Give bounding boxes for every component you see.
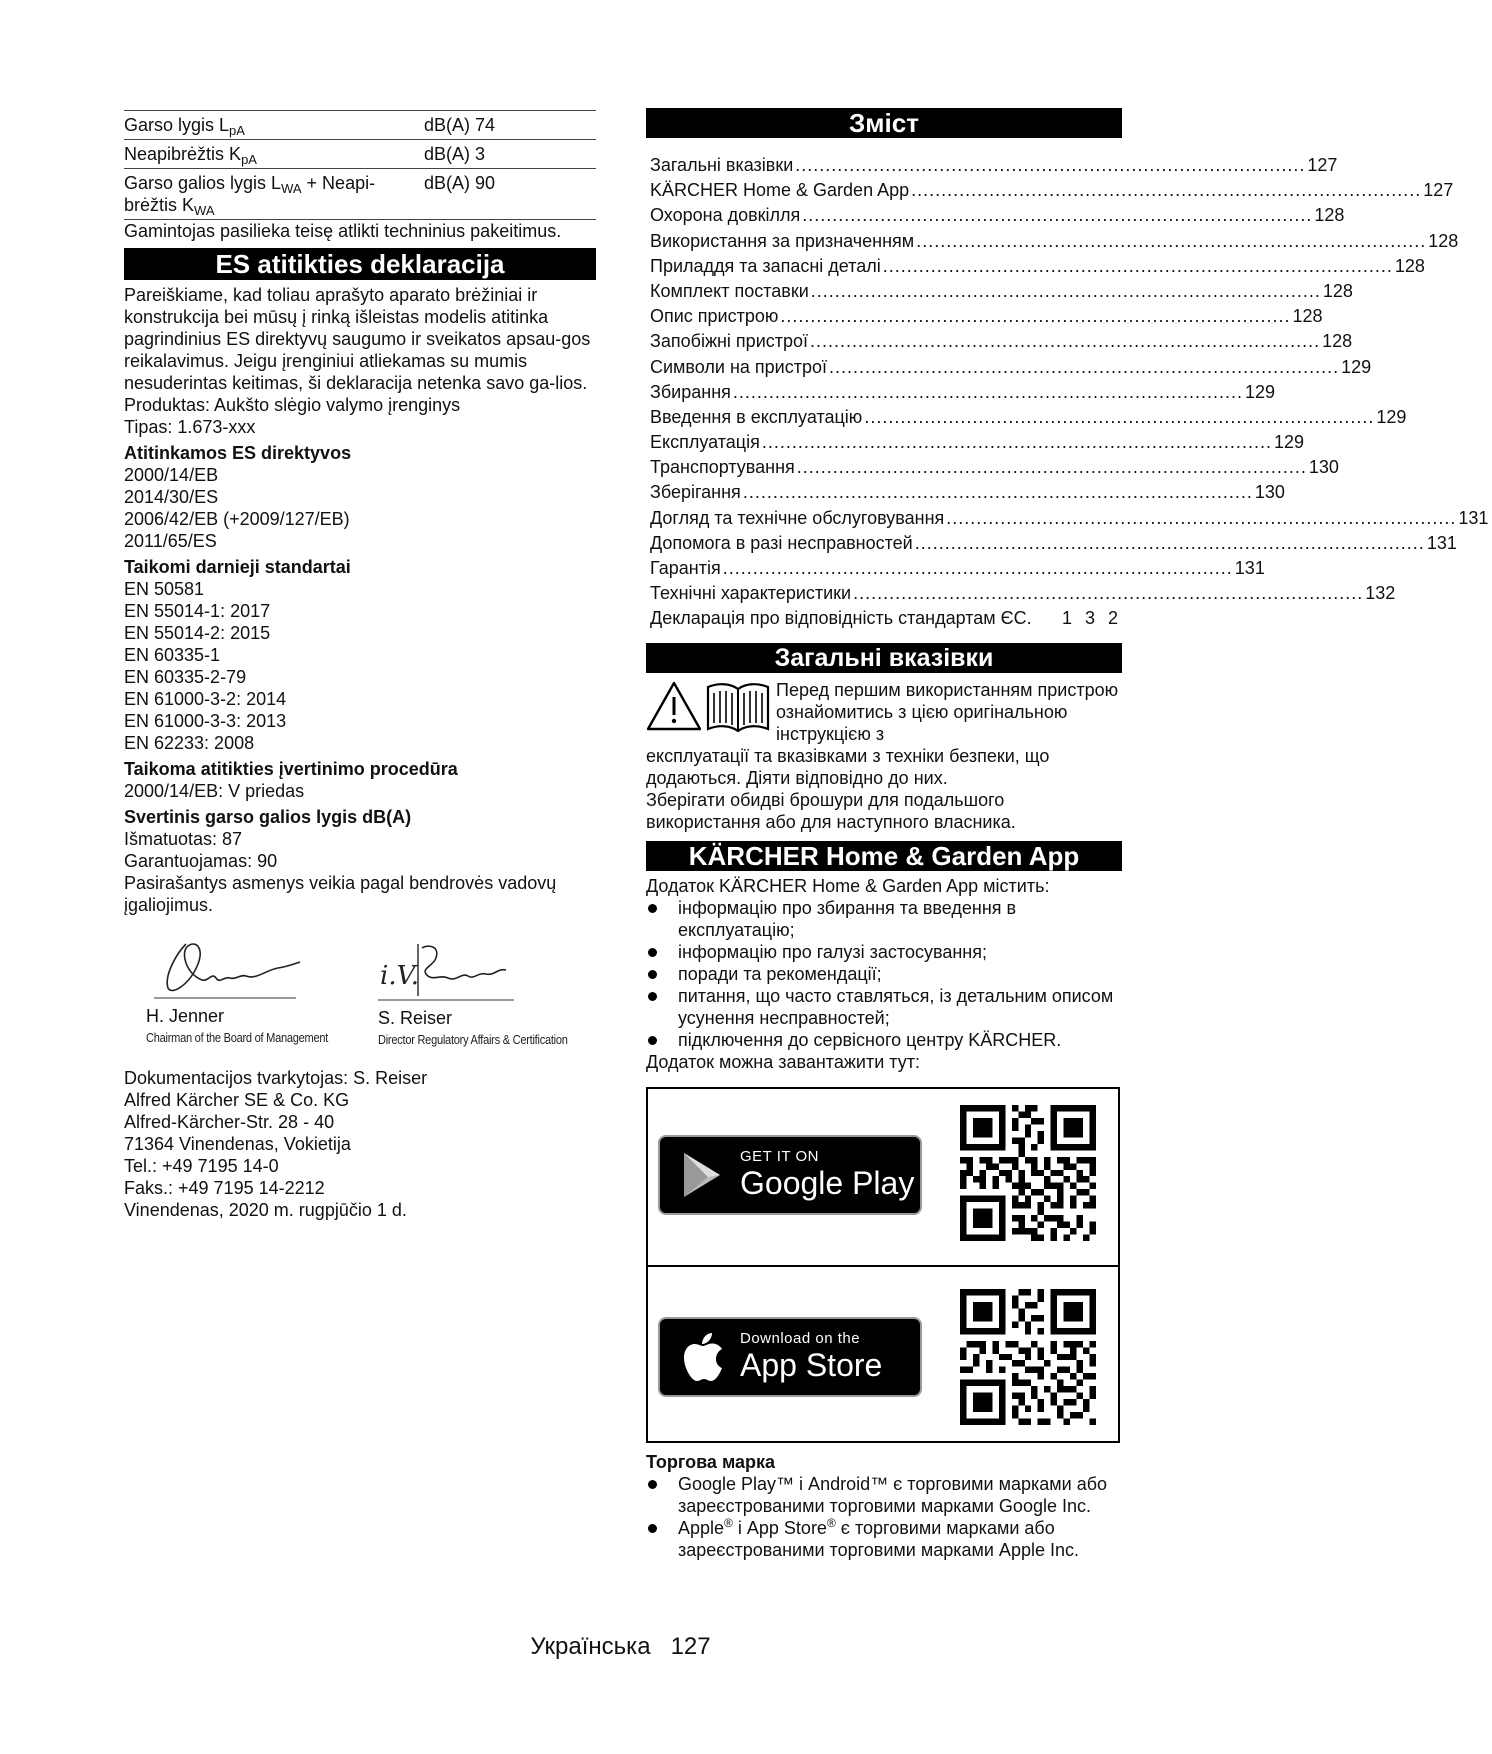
app-intro: Додаток KÄRCHER Home & Garden App містить: bbox=[646, 875, 1050, 896]
spec-label: Garso galios lygis $L_{WA}$ + Neapi-brėžtis $K_{WA}$ bbox=[124, 169, 424, 220]
toc-entry[interactable]: Введення в експлуатацію ..................................................................................... 129 bbox=[646, 406, 1122, 431]
trademark-heading: Торгова марка bbox=[646, 1451, 776, 1472]
google-play-icon bbox=[674, 1147, 730, 1203]
list-item: EN 55014-1: 2017 bbox=[124, 601, 271, 621]
toc-entry[interactable]: Догляд та технічне обслуговування ..................................................................................... 131 bbox=[646, 507, 1122, 532]
signer-role: Chairman of the Board of Management bbox=[146, 1030, 329, 1045]
badge-small-text: GET IT ON bbox=[740, 1147, 819, 1165]
toc-entry[interactable]: Комплект поставки ..................................................................................... 128 bbox=[646, 280, 1122, 305]
badge-small-text: Download on the bbox=[740, 1329, 861, 1347]
warning-text: Перед першим використанням пристрою ознайомитись з цією оригінальною інструкцією з bbox=[776, 679, 1119, 744]
keep-brochures-text: Зберігати обидві брошури для подальшого використання або для наступного власника. bbox=[646, 789, 1016, 832]
toc-entry-label: KÄRCHER Home & Garden App bbox=[650, 180, 910, 201]
toc-entry[interactable]: Використання за призначенням ..................................................................................... 128 bbox=[646, 230, 1122, 255]
toc-entry-label: Допомога в разі несправностей bbox=[650, 532, 913, 553]
toc-entry-page: 128 bbox=[1394, 255, 1425, 276]
table-row bbox=[124, 169, 596, 220]
toc-entry[interactable]: Опис пристрою ..................................................................................... 128 bbox=[646, 305, 1122, 330]
list-item: Google Play™ і Android™ є торговими марками або зареєстрованими торговими марками Google Inc. bbox=[646, 1473, 1122, 1517]
signer-role: Director Regulatory Affairs & Certification bbox=[378, 1032, 568, 1047]
directives-heading: Atitinkamos ES direktyvos bbox=[124, 443, 352, 463]
page-number: 127 bbox=[670, 1633, 711, 1660]
spec-value: dB(A) 3 bbox=[424, 140, 596, 169]
list-item: інформацію про збирання та введення в експлуатацію; bbox=[646, 897, 1122, 941]
toc-entry-label: Введення в експлуатацію bbox=[650, 406, 863, 427]
toc-entry-page: 130 bbox=[1308, 457, 1339, 478]
toc-entry-page: 131 bbox=[1234, 558, 1265, 578]
toc-entry-page: 128 bbox=[1322, 280, 1353, 301]
toc-entry-page: 129 bbox=[1273, 432, 1304, 453]
app-heading: KÄRCHER Home & Garden App bbox=[646, 841, 1122, 871]
toc-heading: Зміст bbox=[646, 108, 1122, 138]
toc-entry-label: Експлуатація bbox=[650, 432, 760, 453]
list-item: питання, що часто ставляться, із детальним описом усунення несправностей; bbox=[646, 985, 1122, 1029]
app-store-badge[interactable] bbox=[658, 1317, 922, 1397]
toc-entry[interactable]: Експлуатація ..................................................................................... 129 bbox=[646, 431, 1122, 456]
toc-entry-page: 128 bbox=[1428, 230, 1459, 251]
google-play-qr-code[interactable] bbox=[960, 1105, 1096, 1241]
toc-entry-page: 129 bbox=[1244, 381, 1276, 402]
toc-entry[interactable]: Технічні характеристики ..................................................................................... 132 bbox=[646, 582, 1122, 607]
spec-label: Garso lygis $L_{pA}$ bbox=[124, 111, 424, 140]
page-footer bbox=[0, 1632, 1241, 1662]
toc-entry-page: 130 bbox=[1254, 482, 1285, 503]
list-item: 2011/65/ES bbox=[124, 531, 217, 551]
general-notes-heading: Загальні вказівки bbox=[646, 643, 1122, 673]
signer-name: H. Jenner bbox=[146, 1006, 225, 1026]
list-item: 2000/14/EB bbox=[124, 465, 219, 485]
toc-entry[interactable]: Запобіжні пристрої ..................................................................................... 128 bbox=[646, 330, 1122, 355]
table-row bbox=[124, 140, 596, 169]
warning-triangle-icon bbox=[648, 683, 700, 729]
warning-text-continued: експлуатації та вказівками з техніки безпеки, що додаються. Діяти відповідно до них. bbox=[646, 745, 1050, 788]
footer-language: Українська bbox=[530, 1633, 651, 1660]
download-text: Додаток можна завантажити тут: bbox=[646, 1051, 920, 1072]
app-feature-list bbox=[646, 897, 1122, 1051]
toc-entry[interactable]: Транспортування ..................................................................................... 130 bbox=[646, 456, 1122, 481]
toc-entry-page: 129 bbox=[1341, 356, 1372, 377]
toc-entry-page: 128 bbox=[1292, 306, 1323, 327]
list-item: 2006/42/EB (+2009/127/EB) bbox=[124, 509, 350, 529]
address-line: 71364 Vinendenas, Vokietija bbox=[124, 1134, 351, 1154]
google-play-row bbox=[648, 1089, 1118, 1265]
guaranteed-value: Garantuojamas: 90 bbox=[124, 851, 278, 871]
toc-entry-label: Комплект поставки bbox=[650, 280, 809, 301]
toc-entry[interactable]: KÄRCHER Home & Garden App ..................................................................................... 127 bbox=[646, 179, 1122, 204]
list-item: EN 50581 bbox=[124, 579, 205, 599]
list-item: EN 62233: 2008 bbox=[124, 733, 255, 753]
handwritten-signature-jenner bbox=[146, 934, 306, 1000]
address-block bbox=[124, 1067, 596, 1221]
toc-entry[interactable]: Приладдя та запасні деталі ..................................................................................... 128 bbox=[646, 255, 1122, 280]
toc-entry[interactable]: Збирання ..................................................................................... 129 bbox=[646, 381, 1122, 406]
es-declaration-heading: ES atitikties deklaracija bbox=[124, 248, 596, 280]
toc-entry[interactable]: Зберігання ..................................................................................... 130 bbox=[646, 481, 1122, 506]
list-item: поради та рекомендації; bbox=[646, 963, 1122, 985]
toc-entry-label: Загальні вказівки bbox=[650, 155, 794, 175]
toc-entry-label: Гарантія bbox=[650, 558, 721, 578]
address-line: Alfred-Kärcher-Str. 28 - 40 bbox=[124, 1112, 335, 1132]
list-item: EN 60335-2-79 bbox=[124, 667, 247, 687]
spec-value: dB(A) 90 bbox=[424, 169, 596, 220]
list-item: 2014/30/ES bbox=[124, 487, 219, 507]
toc-entry[interactable]: Охорона довкілля ..................................................................................... 128 bbox=[646, 204, 1122, 229]
toc-entry-label: Транспортування bbox=[650, 457, 795, 478]
toc-entry-page: 131 bbox=[1426, 532, 1457, 553]
toc-entry-page: 127 bbox=[1307, 155, 1338, 175]
signature-prefix: i.V. bbox=[380, 961, 420, 991]
spec-label: Neapibrėžtis $K_{pA}$ bbox=[124, 140, 424, 169]
signature-reiser bbox=[378, 934, 598, 1051]
manual-book-icon bbox=[708, 684, 768, 731]
list-item: EN 60335-1 bbox=[124, 645, 221, 665]
toc-entry-page: 127 bbox=[1423, 180, 1454, 201]
signers-note: Pasirašantys asmenys veikia pagal bendrovės vadovų įgaliojimus. bbox=[124, 873, 557, 915]
toc-entry-label: Запобіжні пристрої bbox=[650, 331, 809, 352]
toc-entry-label: Символи на пристрої bbox=[650, 356, 827, 377]
directives-list bbox=[124, 464, 596, 552]
right-column bbox=[646, 108, 1489, 1561]
signer-name: S. Reiser bbox=[378, 1008, 453, 1028]
toc-entry-page: 129 bbox=[1376, 406, 1407, 427]
warning-icons bbox=[646, 679, 776, 735]
google-play-badge[interactable] bbox=[658, 1135, 922, 1215]
app-store-row bbox=[648, 1265, 1118, 1441]
badge-big-text: App Store bbox=[740, 1346, 883, 1383]
toc-entry-page: 1 3 2 bbox=[1061, 608, 1118, 629]
measured-value: Išmatuotas: 87 bbox=[124, 829, 243, 849]
handwritten-signature-reiser bbox=[378, 934, 518, 1002]
badge-big-text: Google Play bbox=[740, 1164, 915, 1201]
toc-entry-label: Використання за призначенням bbox=[650, 230, 915, 251]
toc-entry[interactable]: Загальні вказівки ..................................................................................... 127 bbox=[646, 154, 1122, 179]
specs-table bbox=[124, 110, 596, 220]
list-item: EN 61000-3-3: 2013 bbox=[124, 711, 287, 731]
toc-entry[interactable] bbox=[646, 607, 1122, 632]
procedure-heading: Taikoma atitikties įvertinimo procedūra bbox=[124, 759, 458, 779]
toc-entry-label: Декларація про відповідність стандартам ЄС. bbox=[650, 608, 1032, 629]
toc-entry-page: 131 bbox=[1458, 507, 1489, 528]
list-item: Apple® і App Store® є торговими марками або зареєстрованими торговими марками Apple Inc. bbox=[646, 1517, 1122, 1561]
address-line: Faks.: +49 7195 14-2212 bbox=[124, 1178, 325, 1198]
list-item: EN 61000-3-2: 2014 bbox=[124, 689, 287, 709]
toc-entry-label: Технічні характеристики bbox=[650, 583, 852, 604]
toc-entry-page: 132 bbox=[1365, 583, 1396, 604]
toc-entry-page: 128 bbox=[1314, 205, 1345, 226]
signature-jenner bbox=[146, 934, 346, 1049]
app-store-qr-code[interactable] bbox=[960, 1289, 1096, 1425]
trademark-list bbox=[646, 1473, 1122, 1561]
spec-value: dB(A) 74 bbox=[424, 111, 596, 140]
toc-entry-label: Охорона довкілля bbox=[650, 205, 801, 226]
toc-entry[interactable]: Гарантія ..................................................................................... 131 bbox=[646, 557, 1122, 582]
table-of-contents bbox=[646, 154, 1489, 633]
toc-entry-label: Зберігання bbox=[650, 482, 741, 503]
es-product: Produktas: Aukšto slėgio valymo įrenginys bbox=[124, 395, 461, 415]
toc-entry[interactable]: Символи на пристрої ..................................................................................... 129 bbox=[646, 356, 1122, 381]
toc-entry-label: Приладдя та запасні деталі bbox=[650, 255, 881, 276]
address-line: Vinendenas, 2020 m. rugpjūčio 1 d. bbox=[124, 1200, 407, 1220]
toc-entry[interactable]: Допомога в разі несправностей ..................................................................................... 131 bbox=[646, 532, 1122, 557]
list-item: інформацію про галузі застосування; bbox=[646, 941, 1122, 963]
manufacturer-note: Gamintojas pasilieka teisę atlikti techninius pakeitimus. bbox=[124, 221, 562, 241]
warning-block bbox=[646, 679, 1122, 745]
list-item: EN 55014-2: 2015 bbox=[124, 623, 271, 643]
toc-entry-label: Опис пристрою bbox=[650, 306, 779, 327]
es-intro: Pareiškiame, kad toliau aprašyto aparato brėžiniai ir konstrukcija bei mūsų į rinką išleistas modelis atitinka pagrindinius ES direktyvų saugumo ir sveikatos apsau-gos reikalavimus. Jeigu įrenginiui atliekamas su mumis nesuderintas keitimas, ši deklaracija netenka savo ga-lios. bbox=[124, 285, 591, 393]
toc-entry-label: Догляд та технічне обслуговування bbox=[650, 507, 945, 528]
address-line: Dokumentacijos tvarkytojas: S. Reiser bbox=[124, 1068, 428, 1088]
left-column bbox=[124, 110, 596, 1221]
table-row bbox=[124, 111, 596, 140]
sound-power-heading: Svertinis garso galios lygis dB(A) bbox=[124, 807, 412, 827]
signatures bbox=[124, 934, 596, 1059]
app-download-panel bbox=[646, 1087, 1120, 1443]
standards-list bbox=[124, 578, 596, 754]
address-line: Tel.: +49 7195 14-0 bbox=[124, 1156, 279, 1176]
toc-entry-page: 128 bbox=[1322, 331, 1353, 352]
procedure-text: 2000/14/EB: V priedas bbox=[124, 781, 305, 801]
address-line: Alfred Kärcher SE & Co. KG bbox=[124, 1090, 350, 1110]
standards-heading: Taikomi darnieji standartai bbox=[124, 557, 351, 577]
apple-icon bbox=[678, 1329, 728, 1385]
es-type: Tipas: 1.673-xxx bbox=[124, 417, 256, 437]
list-item: підключення до сервісного центру KÄRCHER. bbox=[646, 1029, 1122, 1051]
toc-entry-label: Збирання bbox=[650, 381, 731, 402]
